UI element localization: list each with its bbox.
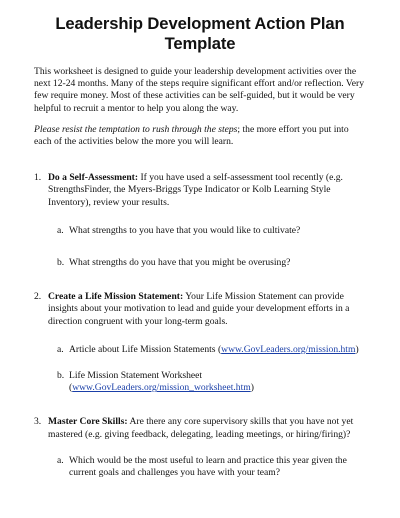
substep-item bbox=[57, 455, 366, 479]
substep-item bbox=[57, 370, 366, 394]
page-title: Leadership Development Action Plan Template bbox=[55, 14, 345, 53]
substep-text: What strengths do you have that you might be overusing? bbox=[69, 257, 291, 269]
substep-text-after: ) bbox=[355, 343, 359, 355]
step-text: Your Life Mission Statement can provide insights about your motivation to lead and guide your development efforts in a direction congruent with your long-term goals. bbox=[48, 291, 350, 327]
step-heading: Create a Life Mission Statement: bbox=[48, 291, 184, 303]
step-item bbox=[34, 416, 366, 479]
note-paragraph bbox=[34, 124, 366, 148]
note-italic: Please resist the temptation to rush through the steps bbox=[34, 123, 238, 135]
substep-list bbox=[48, 225, 366, 269]
substep-item bbox=[57, 257, 366, 269]
step-number: 1. bbox=[34, 172, 42, 184]
substep-text: Which would be the most useful to learn and practice this year given the current goals and challenges you have with your team? bbox=[69, 454, 347, 479]
substep-letter: b. bbox=[57, 257, 65, 269]
step-heading: Do a Self-Assessment: bbox=[48, 172, 139, 184]
substep-item bbox=[57, 225, 366, 237]
step-item bbox=[34, 172, 366, 269]
substep-text-before: Article about Life Mission Statements ( bbox=[69, 343, 222, 355]
substep-list bbox=[48, 344, 366, 395]
step-number: 2. bbox=[34, 291, 42, 303]
step-item bbox=[34, 291, 366, 394]
substep-letter: b. bbox=[57, 370, 65, 382]
substep-letter: a. bbox=[57, 224, 64, 236]
substep-letter: a. bbox=[57, 454, 64, 466]
step-text: Are there any core supervisory skills that you have not yet mastered (e.g. giving feedback, delegating, leading meetings, or hiring/firing)? bbox=[48, 416, 354, 440]
step-text: If you have used a self-assessment tool recently (e.g. StrengthsFinder, the Myers-Briggs Type Indicator or Kolb Learning Style Inventory), review your results. bbox=[48, 172, 343, 208]
mission-worksheet-link[interactable]: www.GovLeaders.org/mission_worksheet.htm bbox=[72, 382, 251, 394]
mission-article-link[interactable]: www.GovLeaders.org/mission.htm bbox=[221, 343, 356, 355]
action-steps-list bbox=[34, 172, 366, 479]
substep-item bbox=[57, 344, 366, 356]
note-rest: ; the more effort you put into each of the activities below the more you will learn. bbox=[34, 123, 349, 148]
intro-paragraph: This worksheet is designed to guide your leadership development activities over the next 12-24 months. Many of the steps require significant effort and/or reflection. Very few require money. Most of these activities can be self-guided, but it would be very helpful to recruit a mentor to help you along the way. bbox=[34, 66, 365, 114]
step-number: 3. bbox=[34, 416, 42, 428]
substep-list bbox=[48, 455, 366, 479]
substep-letter: a. bbox=[57, 343, 64, 355]
step-heading: Master Core Skills: bbox=[48, 416, 128, 428]
substep-text: What strengths to you have that you would like to cultivate? bbox=[69, 224, 301, 236]
substep-text-before: Life Mission Statement Worksheet ( bbox=[69, 370, 203, 394]
substep-text-after: ) bbox=[250, 382, 254, 394]
